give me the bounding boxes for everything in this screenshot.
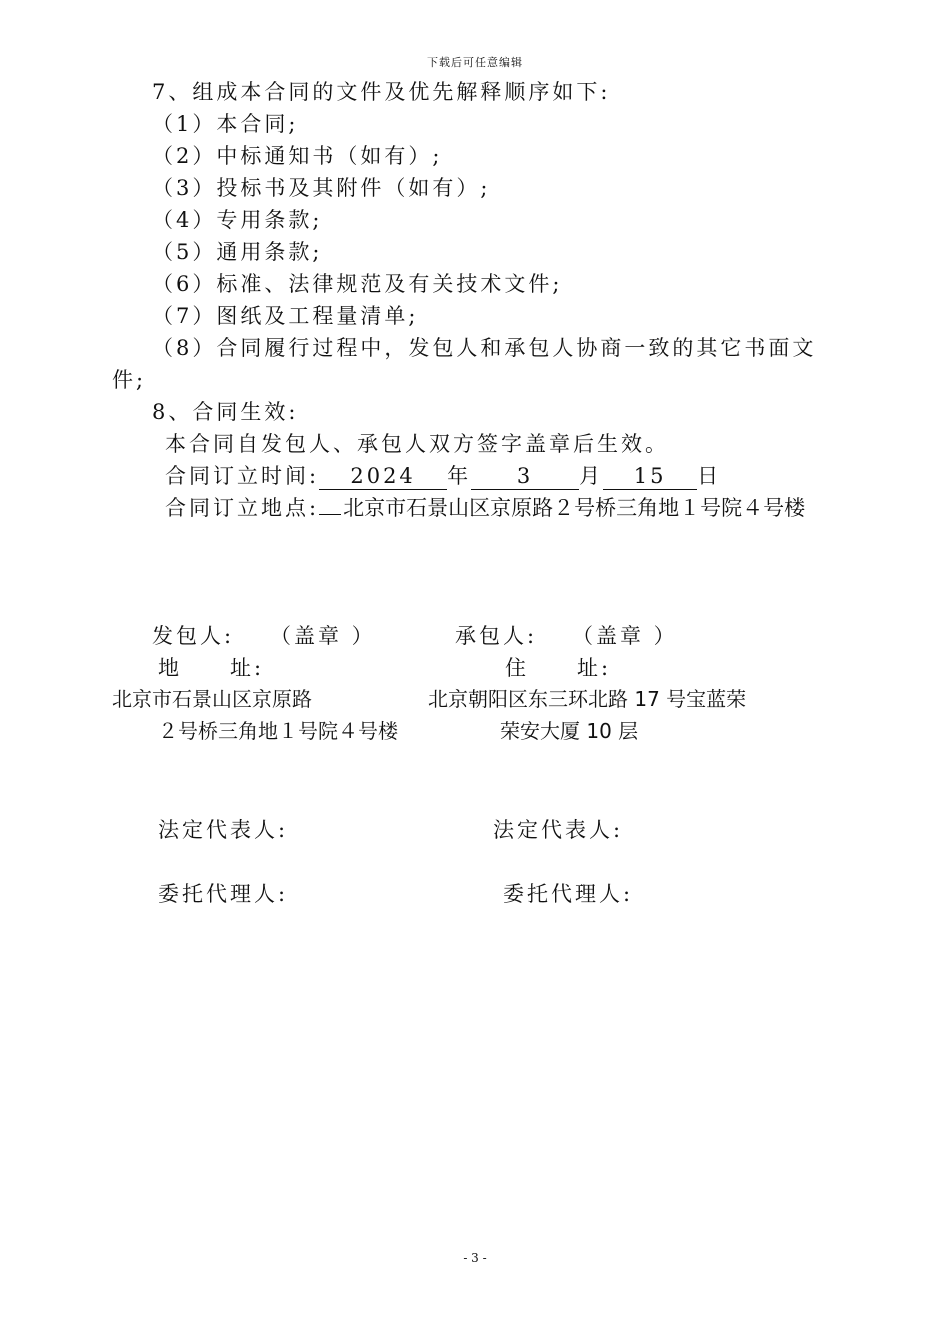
clause-7-item-1: （1）本合同;	[152, 112, 299, 136]
header-note: 下载后可任意编辑	[427, 56, 523, 69]
clause-8-title: 8、合同生效:	[152, 400, 299, 424]
signing-day: 15	[603, 463, 697, 490]
employer-label: 发包人:	[152, 624, 235, 648]
place-underline	[319, 514, 341, 515]
contractor-legal-rep-label: 法定代表人:	[493, 818, 624, 842]
signing-place-label: 合同订立地点:	[165, 496, 320, 520]
employer-seal: （盖章 ）	[270, 624, 376, 648]
contractor-address-label: 住 址:	[505, 656, 612, 680]
clause-7-title: 7、组成本合同的文件及优先解释顺序如下:	[152, 80, 611, 104]
signing-year: 2024	[319, 463, 447, 490]
contractor-address-line-2: 荣安大厦 10 层	[500, 719, 639, 743]
contractor-seal: （盖章 ）	[572, 624, 678, 648]
contractor-address-line-1: 北京朝阳区东三环北路 17 号宝蓝荣	[428, 687, 747, 711]
signing-date-label: 合同订立时间:	[165, 464, 320, 488]
signing-place: 北京市石景山区京原路２号桥三角地１号院４号楼	[343, 496, 806, 520]
employer-legal-rep-label: 法定代表人:	[158, 818, 289, 842]
clause-7-item-5: （5）通用条款;	[152, 240, 323, 264]
clause-7-item-2: （2）中标通知书（如有）;	[152, 144, 443, 168]
effect-statement: 本合同自发包人、承包人双方签字盖章后生效。	[165, 432, 669, 456]
year-unit: 年	[447, 464, 472, 488]
clause-7-item-3: （3）投标书及其附件（如有）;	[152, 176, 491, 200]
signing-place-line	[165, 492, 805, 524]
signing-month: 3	[471, 463, 579, 490]
employer-address-line-2: ２号桥三角地１号院４号楼	[158, 719, 398, 743]
employer-agent-label: 委托代理人:	[158, 882, 289, 906]
day-unit: 日	[697, 464, 722, 488]
page-number: - 3 -	[463, 1251, 487, 1265]
clause-7-item-8-continuation: 件;	[112, 368, 147, 392]
clause-7-item-4: （4）专用条款;	[152, 208, 323, 232]
clause-7-item-7: （7）图纸及工程量清单;	[152, 304, 419, 328]
employer-address-label: 地 址:	[158, 656, 265, 680]
clause-7-item-8: （8）合同履行过程中，发包人和承包人协商一致的其它书面文	[152, 336, 817, 360]
clause-7-item-6: （6）标准、法律规范及有关技术文件;	[152, 272, 563, 296]
contractor-agent-label: 委托代理人:	[503, 882, 634, 906]
signing-date-line	[165, 460, 721, 492]
employer-address-line-1: 北京市石景山区京原路	[112, 687, 312, 711]
contractor-label: 承包人:	[455, 624, 538, 648]
month-unit: 月	[579, 464, 604, 488]
